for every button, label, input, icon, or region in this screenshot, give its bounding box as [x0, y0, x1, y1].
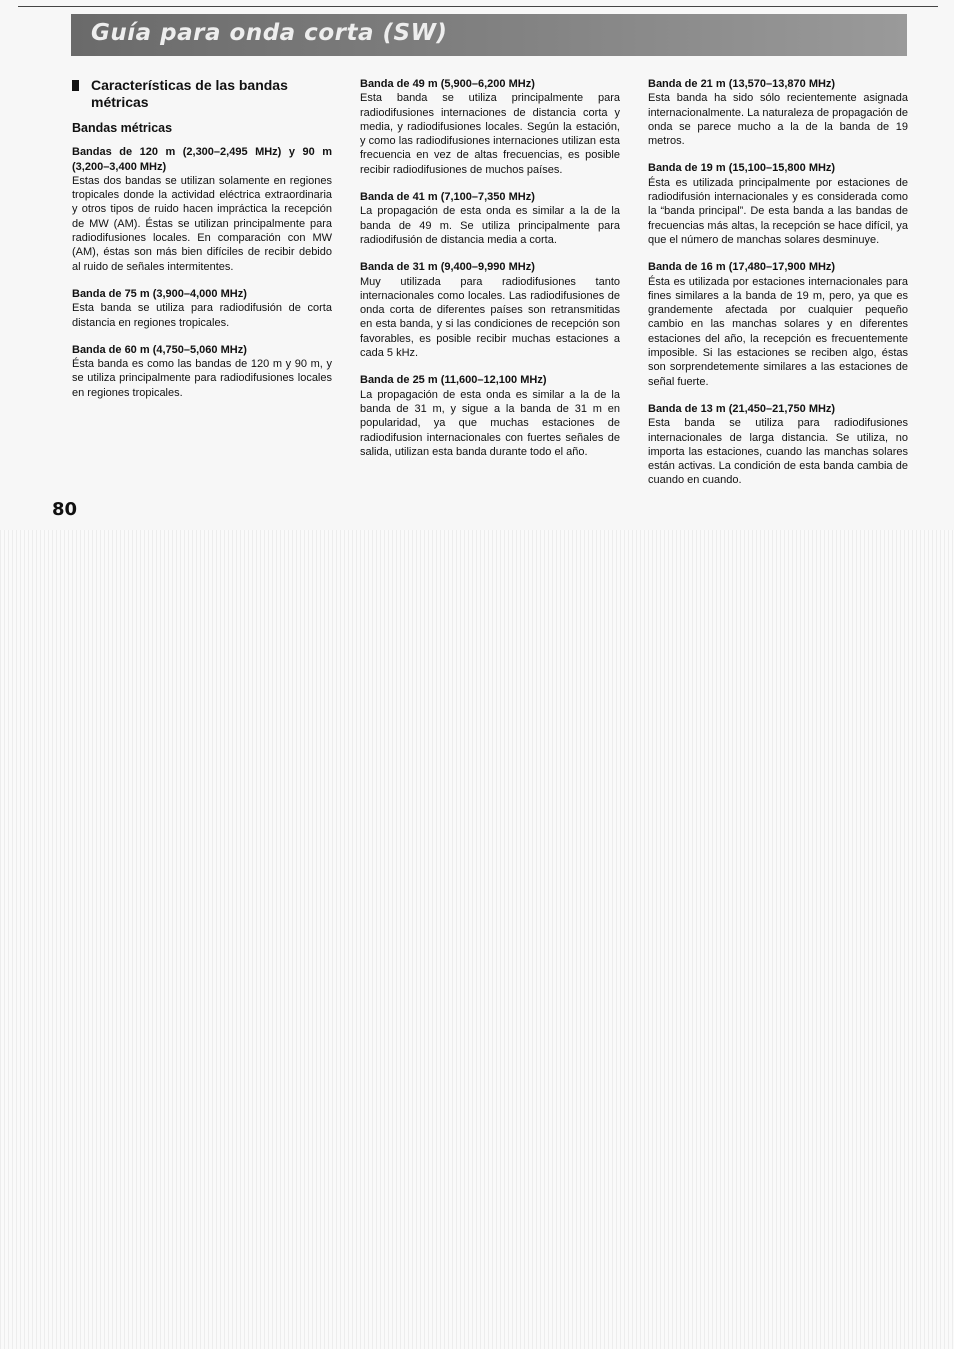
band-entry-31m [360, 260, 620, 360]
band-title: Banda de 16 m (17,480–17,900 MHz) [648, 261, 836, 274]
band-text: Esta banda se utiliza principalmente para radiodifusiones internaciones de distancia corta y media, y radiodifusiones locales. Según la estación, y como las radiodifusiones internaciones utilizan esta frecuencia en vez de altas frecuencias, es posible recibir radiodifusiones de muchos países. [360, 92, 620, 176]
band-title: Banda de 49 m (5,900–6,200 MHz) [360, 78, 535, 90]
column-1 [72, 77, 332, 413]
band-entry-49m [360, 77, 620, 177]
band-text: La propagación de esta onda es similar a la de la banda de 49 m. Se utiliza principalmente para radiodifusión de distancia media a corta. [360, 205, 620, 246]
band-entry-75m [72, 287, 332, 330]
band-title: Banda de 13 m (21,450–21,750 MHz) [648, 402, 836, 415]
band-text: La propagación de esta onda es similar a la de la banda de 31 m, y sigue a la banda de 31 m en popularidad, ya que muchas estaciones de radiodifusion internacionales con fuertes señales de salida, utilizan esta banda durante todo el año. [360, 388, 620, 458]
band-text: Estas dos bandas se utilizan solamente en regiones tropicales donde la actividad eléctrica extraordinaria y otros tipos de ruido hacen impráctica la recepción de MW (AM). Éstas se utilizan principalmente para radiodifusiones locales. En comparación con MW (AM), éstas son más bien difíciles de recibir debido al ruido de señales intermitentes. [72, 174, 332, 273]
band-entry-120-90m [72, 145, 332, 274]
top-rule [18, 6, 938, 7]
band-text: Muy utilizada para radiodifusiones tanto internacionales como locales. Las radiodifusiones de onda corta de diferentes países son retransmitidas en esta banda, y si las condiciones de recepción son favorables, es posible recibir muchas estaciones a cada 5 kHz. [360, 275, 620, 360]
band-text: Esta banda ha sido sólo recientemente asignada internacionalmente. La naturaleza de propagación de onda se parece mucho a la de la banda de 19 metros. [648, 92, 908, 148]
band-entry-13m [648, 402, 908, 488]
page-title: Guía para onda corta (SW) [91, 20, 448, 46]
band-entry-25m [360, 373, 620, 459]
band-title: Banda de 31 m (9,400–9,990 MHz) [360, 261, 535, 274]
section-heading [72, 77, 332, 111]
column-3 [648, 77, 908, 501]
band-entry-16m [648, 260, 908, 389]
band-entry-19m [648, 161, 908, 247]
band-entry-60m [72, 343, 332, 400]
band-title: Banda de 25 m (11,600–12,100 MHz) [360, 374, 547, 387]
title-banner [71, 14, 907, 56]
band-title: Banda de 60 m (4,750–5,060 MHz) [72, 343, 247, 356]
band-text: Esta banda se utiliza para radiodifusión de corta distancia en regiones tropicales. [72, 302, 332, 329]
band-entry-21m [648, 77, 908, 148]
band-title: Banda de 41 m (7,100–7,350 MHz) [360, 191, 535, 204]
section-heading-text: Características de las bandas métricas [91, 77, 288, 110]
bullet-square-icon [72, 80, 79, 91]
page-number: 80 [52, 499, 78, 520]
band-text: Ésta es utilizada principalmente por estaciones de radiodifusión internacionales y es considerada como la “banda principal”. De esta banda a las bandas de frecuencias más altas, la recepción se hace difícil, ya que el número de manchas solares desminuye. [648, 176, 908, 246]
band-text: Esta banda se utiliza para radiodifusiones internacionales de larga distancia. Se utiliza, no importa las estaciones, cuando las manchas solares están activas. La condición de esta banda cambia de cuando en cuando. [648, 417, 908, 487]
band-text: Ésta banda es como las bandas de 120 m y 90 m, y se utiliza principalmente para radiodifusiones locales en regiones tropicales. [72, 358, 332, 399]
band-title: Bandas de 120 m (2,300–2,495 MHz) y 90 m (3,200–3,400 MHz) [72, 146, 332, 173]
band-title: Banda de 75 m (3,900–4,000 MHz) [72, 287, 247, 300]
subsection-heading: Bandas métricas [72, 121, 173, 135]
band-entry-41m [360, 190, 620, 247]
column-2 [360, 77, 620, 472]
band-title: Banda de 21 m (13,570–13,870 MHz) [648, 78, 836, 90]
band-text: Ésta es utilizada por estaciones internacionales para fines similares a la banda de 19 m, pero, ya que es grandemente afectada por cualquier pequeño cambio en las manchas solares y en diferentes estaciones del año, la recepción es frecuentemente imposible. Si las estaciones se reciben algo, éstas son sorprendetemente similares a las estaciones de señal fuerte. [648, 275, 908, 388]
band-title: Banda de 19 m (15,100–15,800 MHz) [648, 162, 836, 175]
